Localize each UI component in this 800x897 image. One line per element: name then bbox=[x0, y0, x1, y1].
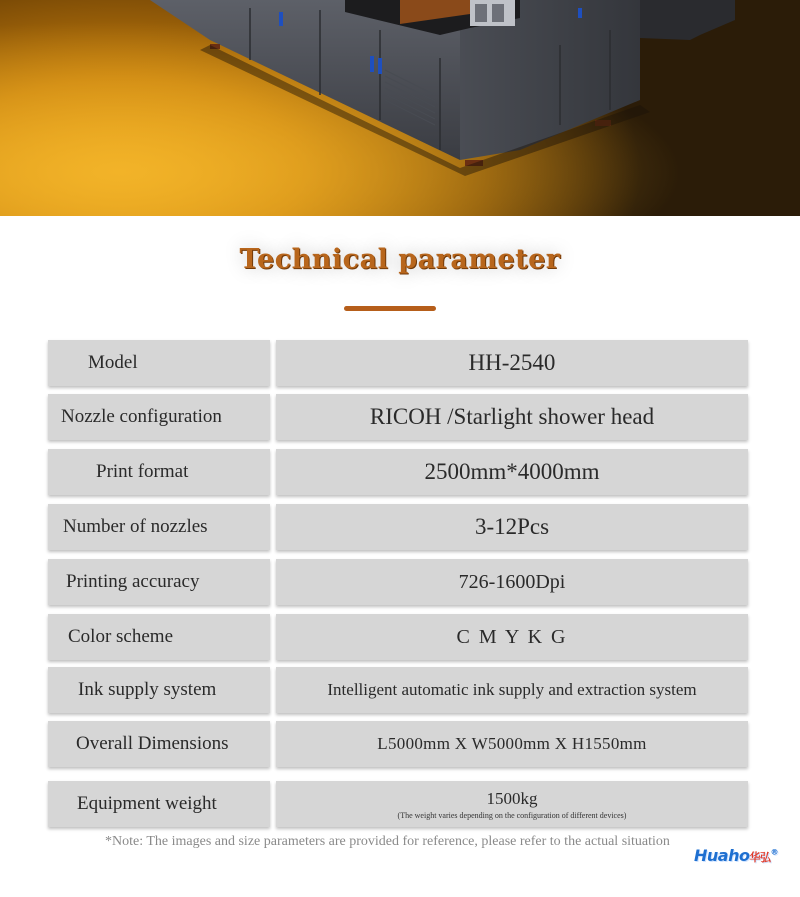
spec-row-printing-accuracy bbox=[48, 559, 752, 605]
spec-value: 726-1600Dpi bbox=[458, 570, 566, 593]
spec-row-print-format bbox=[48, 449, 752, 495]
spec-value: C M Y K G bbox=[456, 625, 568, 648]
spec-value-stack bbox=[398, 789, 627, 820]
hero-machine-image bbox=[0, 0, 800, 216]
spec-value-cell bbox=[276, 559, 748, 605]
spec-label-cell bbox=[48, 721, 270, 767]
spec-value-cell bbox=[276, 667, 748, 713]
spec-value-cell bbox=[276, 340, 748, 386]
spec-value-cell bbox=[276, 504, 748, 550]
spec-value: 2500mm*4000mm bbox=[424, 459, 600, 484]
spec-row-ink-supply-system bbox=[48, 667, 752, 713]
spec-label-cell bbox=[48, 781, 270, 827]
spec-row-overall-dimensions bbox=[48, 721, 752, 767]
spec-label-cell bbox=[48, 449, 270, 495]
spec-value: L5000mm X W5000mm X H1550mm bbox=[377, 734, 647, 753]
spec-value-cell bbox=[276, 614, 748, 660]
spec-label: Print format bbox=[96, 461, 189, 482]
spec-value-cell bbox=[276, 721, 748, 767]
spec-row-color-scheme bbox=[48, 614, 752, 660]
printer-machine-illustration bbox=[0, 0, 800, 216]
spec-label-cell bbox=[48, 559, 270, 605]
title-underline bbox=[344, 306, 436, 311]
spec-label-cell bbox=[48, 667, 270, 713]
spec-value: HH-2540 bbox=[468, 350, 556, 375]
spec-value: Intelligent automatic ink supply and extraction system bbox=[327, 680, 697, 699]
spec-label: Printing accuracy bbox=[66, 571, 200, 592]
spec-label: Color scheme bbox=[68, 626, 174, 647]
spec-label: Model bbox=[88, 352, 138, 373]
spec-label: Equipment weight bbox=[77, 793, 217, 814]
spec-row-nozzle-configuration bbox=[48, 394, 752, 440]
logo-wordmark: Huaho华弘® bbox=[694, 846, 778, 865]
spec-row-number-of-nozzles bbox=[48, 504, 752, 550]
spec-label: Ink supply system bbox=[78, 679, 217, 700]
spec-value-cell bbox=[276, 781, 748, 827]
spec-label-cell bbox=[48, 394, 270, 440]
section-title: Technical parameter bbox=[239, 244, 561, 275]
reference-note: *Note: The images and size parameters are provided for reference, please refer to the actual situation bbox=[105, 834, 670, 849]
spec-label: Nozzle configuration bbox=[61, 406, 222, 427]
spec-value: 1500kg bbox=[486, 788, 538, 808]
spec-label: Overall Dimensions bbox=[76, 733, 229, 754]
spec-label-cell bbox=[48, 614, 270, 660]
spec-value-cell bbox=[276, 449, 748, 495]
spec-label: Number of nozzles bbox=[63, 516, 208, 537]
spec-label-cell bbox=[48, 504, 270, 550]
spec-value: RICOH /Starlight shower head bbox=[369, 404, 655, 429]
spec-row-equipment-weight bbox=[48, 781, 752, 827]
spec-value: 3-12Pcs bbox=[474, 514, 550, 539]
spec-value-cell bbox=[276, 394, 748, 440]
spec-subnote: (The weight varies depending on the configuration of different devices) bbox=[397, 810, 627, 820]
spec-row-model bbox=[48, 340, 752, 386]
spec-label-cell bbox=[48, 340, 270, 386]
huaho-logo bbox=[694, 846, 784, 872]
